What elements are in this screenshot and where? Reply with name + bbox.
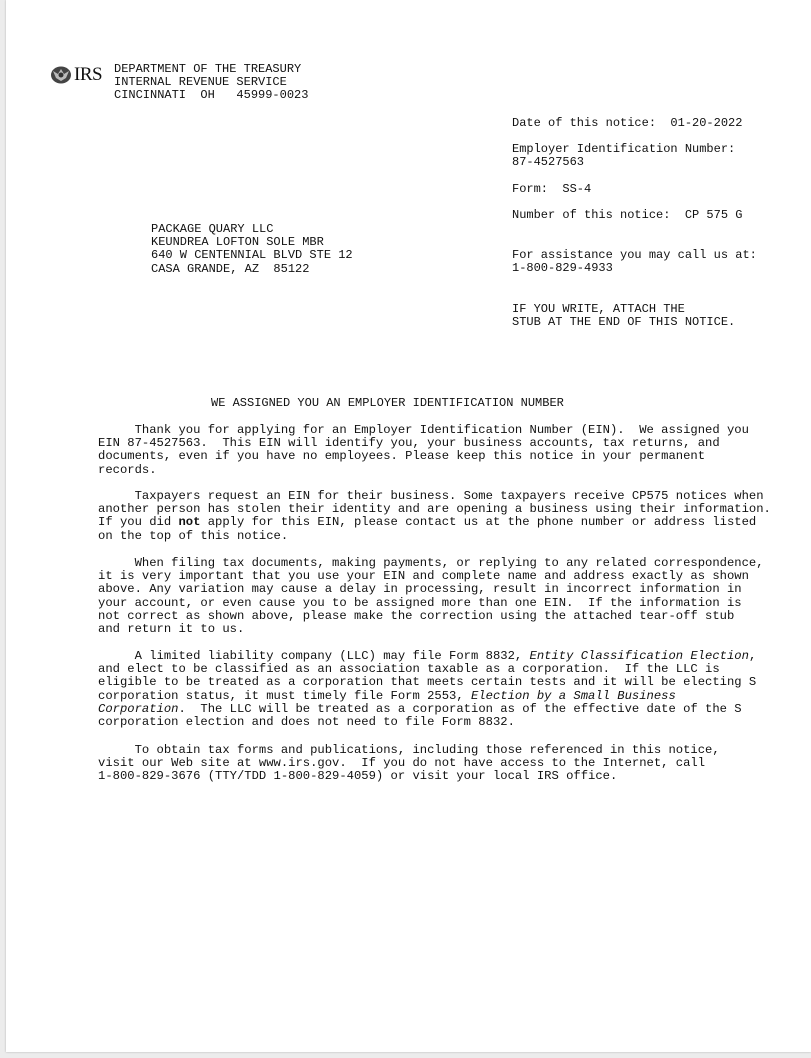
- text-line: eligible to be treated as a corporation that meets certain tests and it will be electing S: [98, 675, 757, 690]
- notice-page: [6, 0, 811, 1052]
- write-instruction-line: IF YOU WRITE, ATTACH THE: [512, 302, 685, 316]
- text-line: If you did: [98, 515, 179, 530]
- addressee-line: PACKAGE QUARY LLC: [151, 222, 274, 236]
- text-line: your account, or even cause you to be assigned more than one EIN. If the information is: [98, 595, 742, 610]
- irs-logo-text: IRS: [74, 64, 103, 85]
- addressee-block: [151, 223, 353, 276]
- ein-value: 87-4527563: [512, 155, 585, 169]
- assistance-phone: 1-800-829-4933: [512, 261, 613, 275]
- text-line: documents, even if you have no employees. Please keep this notice in your permanent: [98, 449, 706, 464]
- notice-date: Date of this notice: 01-20-2022: [512, 116, 743, 130]
- paragraph-filing: [98, 557, 798, 636]
- emphasis-not: not: [178, 515, 201, 530]
- text-line: EIN 87-4527563. This EIN will identify you, your business accounts, tax returns, and: [98, 436, 720, 451]
- notice-heading: WE ASSIGNED YOU AN EMPLOYER IDENTIFICATION NUMBER: [211, 396, 564, 410]
- text-line: ,: [748, 649, 757, 663]
- text-line: To obtain tax forms and publications, including those referenced in this notice,: [98, 743, 720, 757]
- text-line: apply for this EIN, please contact us at the phone number or address listed: [200, 515, 757, 530]
- text-line: corporation status, it must timely file Form 2553,: [98, 688, 471, 703]
- assistance-label: For assistance you may call us at:: [512, 248, 757, 262]
- paragraph-llc: [98, 650, 798, 729]
- text-line: . The LLC will be treated as a corporation as of the effective date of the S: [178, 701, 742, 716]
- text-line: and elect to be classified as an association taxable as a corporation. If the LLC is: [98, 662, 720, 677]
- agency-line: DEPARTMENT OF THE TREASURY: [114, 62, 302, 76]
- text-line: records.: [98, 462, 157, 477]
- text-line: Thank you for applying for an Employer Identification Number (EIN). We assigned you: [98, 423, 749, 437]
- form-title-italic: Election by a Small Business: [471, 688, 676, 703]
- paragraph-tax-forms: [98, 744, 798, 784]
- text-line: Taxpayers request an EIN for their business. Some taxpayers receive CP575 notices when: [98, 489, 764, 503]
- text-line: not correct as shown above, please make the correction using the attached tear-off stub: [98, 608, 735, 623]
- agency-line: CINCINNATI OH 45999-0023: [114, 88, 309, 103]
- paragraph-identity: [98, 490, 798, 543]
- ein-label: Employer Identification Number:: [512, 142, 736, 156]
- form-number: Form: SS-4: [512, 182, 592, 196]
- form-title-italic: Corporation: [98, 701, 179, 716]
- addressee-line: KEUNDREA LOFTON SOLE MBR: [151, 235, 324, 250]
- text-line: 1-800-829-3676 (TTY/TDD 1-800-829-4059) or visit your local IRS office.: [98, 769, 618, 784]
- text-line: and return it to us.: [98, 622, 245, 637]
- eagle-icon: [50, 65, 72, 85]
- text-line: on the top of this notice.: [98, 528, 289, 543]
- text-line: visit our Web site at www.irs.gov. If you do not have access to the Internet, call: [98, 756, 706, 771]
- agency-line: INTERNAL REVENUE SERVICE: [114, 75, 287, 90]
- text-line: A limited liability company (LLC) may file Form 8832,: [98, 649, 530, 663]
- text-line: another person has stolen their identity and are opening a business using their information.: [98, 502, 771, 517]
- addressee-line: 640 W CENTENNIAL BLVD STE 12: [151, 248, 353, 263]
- text-line: it is very important that you use your EIN and complete name and address exactly as shown: [98, 569, 749, 584]
- addressee-line: CASA GRANDE, AZ 85122: [151, 261, 310, 276]
- notice-number: Number of this notice: CP 575 G: [512, 208, 743, 222]
- write-instruction-line: STUB AT THE END OF THIS NOTICE.: [512, 315, 736, 329]
- agency-address: [114, 63, 308, 103]
- text-line: corporation election and does not need to file Form 8832.: [98, 715, 515, 730]
- text-line: above. Any variation may cause a delay in processing, result in incorrect information in: [98, 582, 742, 597]
- text-line: When filing tax documents, making payments, or replying to any related correspondence,: [98, 556, 764, 570]
- form-title-italic: Entity Classification Election: [529, 649, 749, 663]
- paragraph-thank-you: [98, 424, 798, 477]
- irs-logo: [50, 64, 112, 86]
